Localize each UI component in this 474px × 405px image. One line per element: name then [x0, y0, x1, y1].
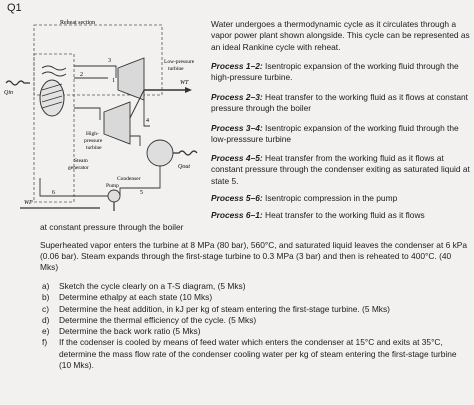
wp-label: WP	[24, 200, 33, 206]
process-3-4	[211, 123, 473, 146]
process-label: Process 5–6:	[211, 193, 263, 203]
task-letter: e)	[42, 326, 50, 337]
wt-label: WT	[180, 80, 189, 86]
process-label: Process 6–1:	[211, 210, 263, 220]
wt-arrow-icon	[185, 87, 192, 93]
qout-label: Qout	[178, 164, 190, 170]
lp-turbine-label-1: Low-pressure	[164, 59, 195, 65]
lp-turbine-label-2: turbine	[168, 66, 184, 72]
process-text: Isentropic expansion of the working fluid through the high-pressure turbine.	[211, 61, 459, 83]
process-4-5	[211, 153, 473, 187]
state-5: 5	[140, 190, 143, 196]
state-3: 3	[108, 58, 111, 64]
task-item	[42, 292, 470, 303]
qout-arrow	[173, 151, 197, 155]
process-label: Process 2–3:	[211, 92, 263, 102]
task-text: Determine the heat addition, in kJ per kg of steam entering the first-stage turbine. (5 Mks)	[59, 303, 390, 314]
reheat-rankine-diagram	[0, 18, 205, 213]
pump-icon	[108, 190, 120, 202]
task-text: Determine ethalpy at each state (10 Mks)	[59, 292, 213, 303]
process-continuation: at constant pressure through the boiler	[40, 222, 184, 232]
low-pressure-turbine-icon	[118, 58, 144, 100]
process-text: Isentropic expansion of the working fluid through the low-presssure turbine	[211, 123, 459, 145]
task-list	[42, 281, 470, 371]
process-text: Heat transfer from the working fluid as it flows at constant pressure through the condenser exiting as saturated liquid at state 5.	[211, 153, 470, 186]
task-letter: c)	[42, 303, 49, 314]
pump-label: Pump	[106, 183, 119, 189]
process-text: Isentropic compression in the pump	[265, 193, 398, 203]
task-letter: d)	[42, 314, 50, 325]
task-letter: f)	[42, 337, 48, 348]
task-item	[42, 304, 470, 315]
steam-generator-label-2: generator	[68, 165, 89, 171]
condenser-icon	[147, 140, 173, 166]
given-conditions: Superheated vapor enters the turbine at 8 MPa (80 bar), 560°C, and saturated liquid leaves the condenser at 6 kPa (0.06 bar). Steam expands through the first-stage turbine to 0.3 MPa (3 bar) and then is reheated to 400°C. (40 Mks)	[40, 240, 468, 273]
hp-turbine-label-2: pressure	[84, 138, 103, 144]
process-label: Process 3–4:	[211, 123, 263, 133]
state-4: 4	[146, 118, 149, 124]
qin-label: Qin	[4, 90, 13, 96]
task-text: Determine the thermal efficiency of the cycle. (5 Mks)	[59, 314, 257, 325]
process-5-6	[211, 193, 473, 204]
question-label: Q1	[7, 2, 22, 14]
reheat-section-label: Reheat section	[60, 20, 96, 26]
task-item	[42, 281, 470, 292]
process-label: Process 4–5:	[211, 153, 263, 163]
high-pressure-turbine-icon	[104, 102, 130, 144]
task-text: Sketch the cycle clearly on a T-S diagram, (5 Mks)	[59, 281, 246, 291]
task-text: If the codenser is cooled by means of feed water which enters the condenser at 15°C and exits at 35°C, determine the mass flow rate of the condenser cooling water per kg of steam entering the first-stage turbine (10 Mks).	[59, 337, 457, 371]
task-item	[42, 337, 470, 371]
hp-turbine-label-1: High-	[86, 131, 99, 137]
task-letter: b)	[42, 292, 50, 303]
process-label: Process 1–2:	[211, 61, 263, 71]
process-text: Heat transfer to the working fluid as it flows at constant pressure through the boiler	[211, 92, 468, 114]
process-1-2	[211, 61, 473, 84]
task-item	[42, 326, 470, 337]
state-1: 1	[112, 78, 115, 84]
condenser-label: Condenser	[117, 176, 141, 182]
qin-arrow	[6, 81, 30, 85]
task-text: Determine the back work ratio (5 Mks)	[59, 326, 201, 337]
task-letter: a)	[42, 281, 50, 291]
state-6: 6	[52, 190, 55, 196]
boiler-coil-icon	[40, 66, 66, 116]
process-6-1	[211, 210, 473, 221]
steam-generator-label-1: Steam	[74, 158, 88, 164]
intro-text: Water undergoes a thermodynamic cycle as it circulates through a vapor power plant shown alongside. This cycle can be represented as an ideal Rankine cycle with reheat.	[211, 19, 470, 52]
state-2: 2	[80, 72, 83, 78]
process-2-3	[211, 92, 473, 115]
task-item	[42, 315, 470, 326]
process-text: Heat transfer to the working fluid as it flows	[265, 210, 425, 220]
hp-turbine-label-3: turbine	[86, 145, 102, 151]
